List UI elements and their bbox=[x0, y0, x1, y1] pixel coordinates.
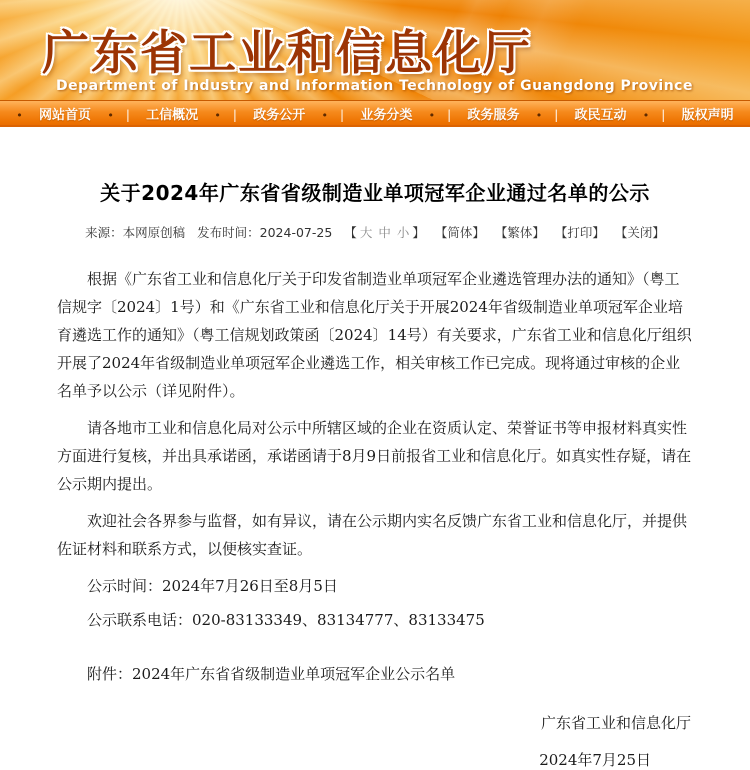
signature-date: 2024年7月25日 bbox=[539, 751, 651, 769]
site-banner bbox=[0, 0, 750, 100]
site-title: 广东省工业和信息化厅 bbox=[42, 26, 532, 81]
attachment-link[interactable]: 附件：2024年广东省省级制造业单项冠军企业公示名单 bbox=[87, 665, 456, 683]
paragraph-review-instruction: 请各地市工业和信息化局对公示中所辖区域的企业在资质认定、荣誉证书等申报材料真实性方面进行复核，并出具承诺函，承诺函请于8月9日前报省工业和信息化厅。如真实性存疑，请在公示期内提出。 bbox=[57, 419, 692, 493]
nav-item-gov-services[interactable]: 政务服务 bbox=[467, 107, 520, 123]
font-size-bracket-open: 【 bbox=[344, 225, 357, 240]
dot-icon bbox=[536, 104, 543, 123]
font-size-medium-button[interactable]: 中 bbox=[378, 225, 391, 240]
publicity-period-line: 公示时间：2024年7月26日至8月5日 bbox=[87, 577, 338, 595]
dot-icon bbox=[643, 104, 650, 123]
nav-leading-dot-icon bbox=[16, 104, 23, 123]
nav-separator bbox=[429, 104, 452, 123]
pipe-divider bbox=[554, 104, 558, 123]
pipe-divider bbox=[340, 104, 344, 123]
traditional-chinese-button[interactable]: 【繁体】 bbox=[494, 225, 545, 240]
paragraph-basis: 根据《广东省工业和信息化厅关于印发省制造业单项冠军企业遴选管理办法的通知》（粤工信规字〔2024〕1号）和《广东省工业和信息化厅关于开展2024年省级制造业单项冠军企业培育遴选工作的通知》（粤工信规划政策函〔2024〕14号）有关要求，广东省工业和信息化厅组织开展了2024年省级制造业单项冠军企业遴选工作，相关审核工作已完成。现将通过审核的企业名单予以公示（详见附件）。 bbox=[57, 270, 692, 400]
print-button[interactable]: 【打印】 bbox=[554, 225, 605, 240]
close-button[interactable]: 【关闭】 bbox=[614, 225, 665, 240]
article-meta-bar bbox=[57, 223, 693, 241]
nav-item-home[interactable]: 网站首页 bbox=[39, 107, 92, 123]
pipe-divider bbox=[661, 104, 665, 123]
source-value: 本网原创稿 bbox=[122, 225, 186, 240]
signature-block bbox=[57, 712, 693, 770]
nav-item-business-category[interactable]: 业务分类 bbox=[360, 107, 413, 123]
signature-department: 广东省工业和信息化厅 bbox=[540, 714, 691, 732]
nav-item-gov-affairs[interactable]: 政务公开 bbox=[253, 107, 306, 123]
pipe-divider bbox=[126, 104, 130, 123]
article-title: 关于2024年广东省省级制造业单项冠军企业通过名单的公示 bbox=[100, 181, 650, 205]
paragraph-supervision: 欢迎社会各界参与监督，如有异议，请在公示期内实名反馈广东省工业和信息化厅，并提供佐证材料和联系方式，以便核实查证。 bbox=[57, 512, 688, 558]
nav-item-overview[interactable]: 工信概况 bbox=[146, 107, 199, 123]
dot-icon bbox=[214, 104, 221, 123]
font-size-bracket-close: 】 bbox=[412, 225, 425, 240]
dot-icon bbox=[429, 104, 436, 123]
nav-separator bbox=[322, 104, 345, 123]
contact-phone-line: 公示联系电话：020-83133349、83134777、83133475 bbox=[87, 611, 485, 629]
main-navigation bbox=[0, 100, 750, 127]
dot-icon bbox=[322, 104, 329, 123]
font-size-small-button[interactable]: 小 bbox=[396, 225, 410, 240]
nav-item-interaction[interactable]: 政民互动 bbox=[574, 107, 627, 123]
article-body bbox=[57, 265, 693, 770]
publish-time-label: 发布时间： bbox=[197, 225, 260, 240]
nav-separator bbox=[214, 104, 237, 123]
site-subtitle-english: Department of Industry and Information Technology of Guangdong Province bbox=[56, 78, 693, 94]
simplified-chinese-button[interactable]: 【简体】 bbox=[434, 225, 485, 240]
nav-item-copyright[interactable]: 版权声明 bbox=[681, 107, 734, 123]
pipe-divider bbox=[233, 104, 237, 123]
dot-icon bbox=[107, 104, 114, 123]
nav-separator bbox=[643, 104, 666, 123]
pipe-divider bbox=[447, 104, 451, 123]
source-label: 来源： bbox=[85, 225, 123, 240]
font-size-large-button[interactable]: 大 bbox=[359, 225, 373, 240]
article-content bbox=[0, 177, 750, 770]
publish-date: 2024-07-25 bbox=[259, 225, 333, 240]
nav-separator bbox=[107, 104, 130, 123]
nav-separator bbox=[536, 104, 559, 123]
